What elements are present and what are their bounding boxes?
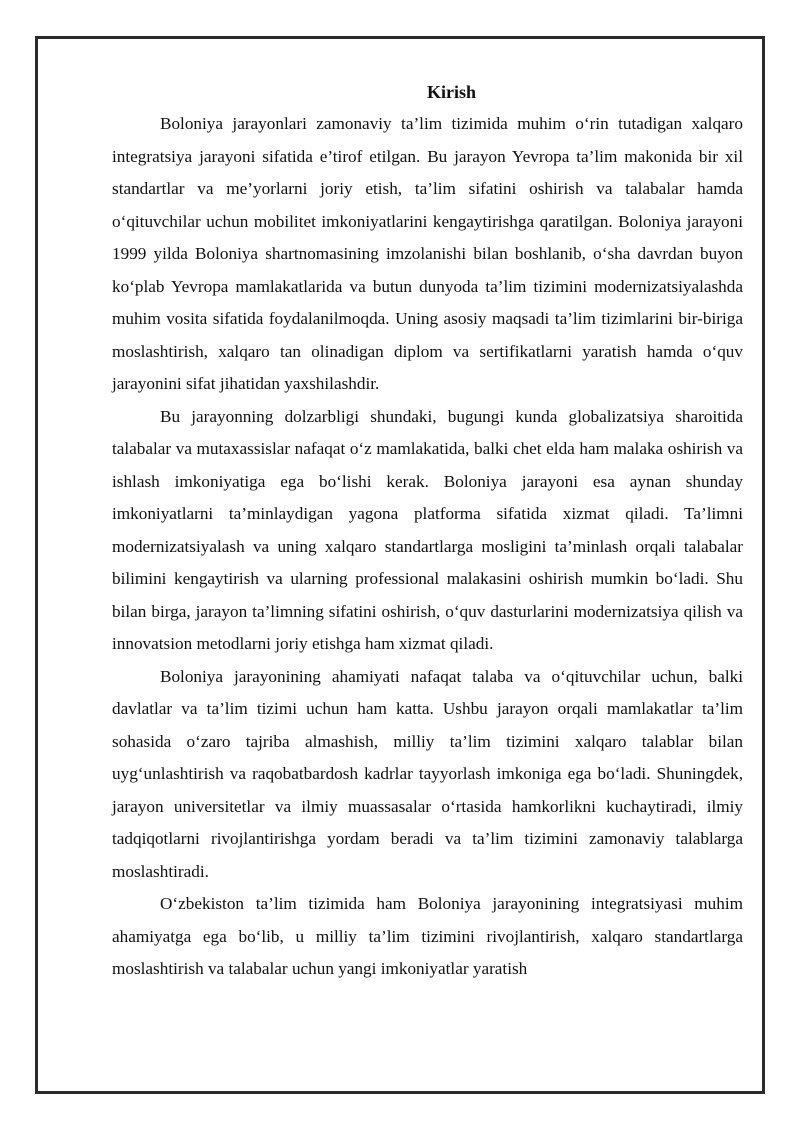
paragraph-3: Boloniya jarayonining ahamiyati nafaqat talaba va o‘qituvchilar uchun, balki davlatlar va ta’lim tizimi uchun ham katta. Ushbu jarayon orqali mamlakatlar ta’lim sohasida o‘zaro tajriba almashish, milliy ta’lim tizimini xalqaro talablar bilan uyg‘unlashtirish va raqobatbardosh kadrlar tayyorlash imkoniga ega bo‘ladi. Shuningdek, jarayon universitetlar va ilmiy muassasalar o‘rtasida hamkorlikni kuchaytiradi, ilmiy tadqiqotlarni rivojlantirishga yordam beradi va ta’lim tizimini zamonaviy talablarga moslashtiradi.	[112, 666, 743, 881]
paragraph-1: Boloniya jarayonlari zamonaviy ta’lim tizimida muhim o‘rin tutadigan xalqaro integratsiya jarayoni sifatida e’tirof etilgan. Bu jarayon Yevropa ta’lim makonida bir xil standartlar va me’yorlarni joriy etish, ta’lim sifatini oshirish va talabalar hamda o‘qituvchilar uchun mobilitet imkoniyatlarini kengaytirishga qaratilgan. Boloniya jarayoni 1999 yilda Boloniya shartnomasining imzolanishi bilan boshlanib, o‘sha davrdan buyon ko‘plab Yevropa mamlakatlarida va butun dunyoda ta’lim tizimini modernizatsiyalashda muhim vosita sifatida foydalanilmoqda. Uning asosiy maqsadi ta’lim tizimlarini bir-biriga moslashtirish, xalqaro tan olinadigan diplom va sertifikatlarni yaratish hamda o‘quv jarayonini sifat jihatidan yaxshilashdir.	[112, 114, 743, 393]
document-body	[112, 76, 743, 986]
paragraph-4: O‘zbekiston ta’lim tizimida ham Boloniya jarayonining integratsiyasi muhim ahamiyatga ega bo‘lib, u milliy ta’lim tizimini rivojlantirish, xalqaro standartlarga moslashtirish va talabalar uchun yangi imkoniyatlar yaratish	[112, 894, 743, 978]
page-border	[35, 36, 765, 1094]
paragraph-2: Bu jarayonning dolzarbligi shundaki, bugungi kunda globalizatsiya sharoitida talabalar va mutaxassislar nafaqat o‘z mamlakatida, balki chet elda ham malaka oshirish va ishlash imkoniyatiga ega bo‘lishi kerak. Boloniya jarayoni esa aynan shunday imkoniyatlarni ta’minlaydigan yagona platforma sifatida xizmat qiladi. Ta’limni modernizatsiyalash va uning xalqaro standartlarga mosligini ta’minlash orqali talabalar bilimini kengaytirish va ularning professional malakasini oshirish mumkin bo‘ladi. Shu bilan birga, jarayon ta’limning sifatini oshirish, o‘quv dasturlarini modernizatsiya qilish va innovatsion metodlarni joriy etishga ham xizmat qiladi.	[112, 406, 743, 653]
document-title: Kirish	[426, 82, 476, 102]
